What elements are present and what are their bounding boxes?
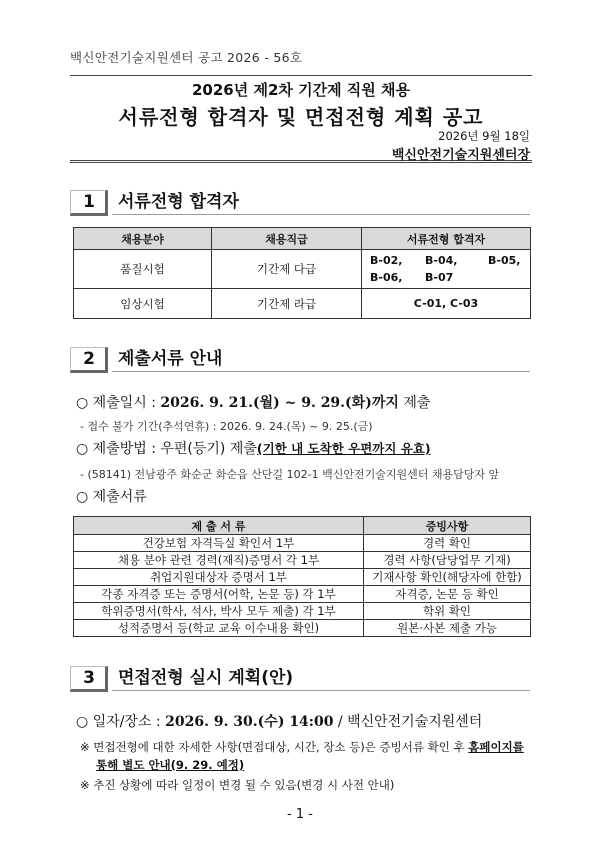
passer-codes xyxy=(362,250,531,289)
title-box xyxy=(70,75,532,163)
table-row xyxy=(74,250,531,289)
table-row xyxy=(74,569,531,586)
table-cell: 경력 확인 xyxy=(364,535,531,552)
section-number: 3 xyxy=(83,668,95,688)
table-row xyxy=(74,586,531,603)
notice-date: 2026년 9월 18일 xyxy=(438,129,530,143)
table-header: 서류전형 합격자 xyxy=(362,228,531,250)
section-title: 서류전형 합격자 xyxy=(118,192,239,212)
table-cell: 건강보험 자격득실 확인서 1부 xyxy=(74,535,364,552)
passer-codes: C-01, C-03 xyxy=(362,289,531,319)
section-divider xyxy=(112,214,530,215)
notice-number: 백신안전기술지원센터 공고 2026 - 56호 xyxy=(70,50,303,65)
passer-code: B-02, xyxy=(370,254,403,267)
table-cell: 기재사항 확인(해당자에 한함) xyxy=(364,569,531,586)
homepage-text: 홈페이지를 xyxy=(468,740,524,754)
submission-period xyxy=(76,392,430,412)
section-number: 2 xyxy=(83,349,95,369)
method-emphasis: (기한 내 도착한 우편까지 유효) xyxy=(256,441,431,456)
passers-table xyxy=(73,227,531,319)
section2-header xyxy=(70,347,530,373)
table-row xyxy=(74,535,531,552)
section-number: 1 xyxy=(83,192,95,212)
table-header: 제 출 서 류 xyxy=(74,517,364,535)
section-divider xyxy=(112,371,530,372)
table-row xyxy=(74,289,531,319)
schedule-change-note: ※ 추진 상황에 따라 일정이 변경 될 수 있음(변경 시 사전 안내) xyxy=(80,778,395,792)
schedule-label: ○ 일자/장소 : xyxy=(76,714,166,730)
table-row xyxy=(74,603,531,620)
section-title: 면접전형 실시 계획(안) xyxy=(118,668,294,688)
table-cell: 임상시험 xyxy=(74,289,212,319)
table-cell: 학위 확인 xyxy=(364,603,531,620)
passer-code: B-07 xyxy=(425,271,454,284)
passer-code: B-05, xyxy=(488,254,521,267)
table-header: 증빙사항 xyxy=(364,517,531,535)
page-number: - 1 - xyxy=(287,807,313,822)
table-row xyxy=(74,620,531,637)
table-cell: 채용 분야 관련 경력(재직)증명서 각 1부 xyxy=(74,552,364,569)
schedule-suffix: / 백신안전기술지원센터 xyxy=(333,714,483,730)
table-cell: 원본·사본 제출 가능 xyxy=(364,620,531,637)
passer-code: B-04, xyxy=(425,254,458,267)
submission-method xyxy=(76,438,431,458)
table-cell: 기간제 라급 xyxy=(212,289,362,319)
section-title: 제출서류 안내 xyxy=(118,349,223,369)
schedule-value: 2026. 9. 30.(수) 14:00 xyxy=(165,714,334,730)
page-title: 서류전형 합격자 및 면접전형 계획 공고 xyxy=(118,105,484,129)
table-header: 채용분야 xyxy=(74,228,212,250)
section3-header xyxy=(70,666,530,692)
documents-table xyxy=(73,516,531,637)
period-note: - 접수 불가 기간(추석연휴) : 2026. 9. 24.(목) ~ 9. 25.(금) xyxy=(80,420,373,433)
documents-label: ○ 제출서류 xyxy=(76,489,147,505)
interview-schedule xyxy=(76,711,482,731)
section1-header xyxy=(70,190,530,216)
title-line1: 2026년 제2차 기간제 직원 채용 xyxy=(192,81,410,99)
table-row xyxy=(74,552,531,569)
method-label: ○ 제출방법 : 우편(등기) 제출 xyxy=(76,441,257,457)
period-label: ○ 제출일시 : xyxy=(76,395,161,411)
section-divider xyxy=(112,690,530,691)
mailing-address: - (58141) 전남광주 화순군 화순읍 산단길 102-1 백신안전기술지원센터 채용담당자 앞 xyxy=(80,468,500,481)
table-header: 채용직급 xyxy=(212,228,362,250)
note-emphasis: 통해 별도 안내(9. 29. 예정) xyxy=(96,758,245,772)
table-cell: 품질시험 xyxy=(74,250,212,289)
table-cell: 취업지원대상자 증명서 1부 xyxy=(74,569,364,586)
table-cell: 각종 자격증 또는 증명서(어학, 논문 등) 각 1부 xyxy=(74,586,364,603)
organization: 백신안전기술지원센터장 xyxy=(391,148,530,163)
table-cell: 자격증, 논문 등 확인 xyxy=(364,586,531,603)
interview-note xyxy=(80,738,540,774)
passer-code: B-06, xyxy=(370,271,403,284)
period-suffix: 제출 xyxy=(398,395,431,411)
table-cell: 성적증명서 등(학교 교육 이수내용 확인) xyxy=(74,620,364,637)
table-cell: 경력 사항(담당업무 기재) xyxy=(364,552,531,569)
table-cell: 기간제 다급 xyxy=(212,250,362,289)
table-cell: 학위증명서(학사, 석사, 박사 모두 제출) 각 1부 xyxy=(74,603,364,620)
period-value: 2026. 9. 21.(월) ~ 9. 29.(화)까지 xyxy=(160,395,399,411)
note-text: ※ 면접전형에 대한 자세한 사항(면접대상, 시간, 장소 등)은 증빙서류 확인 후 xyxy=(80,740,469,754)
